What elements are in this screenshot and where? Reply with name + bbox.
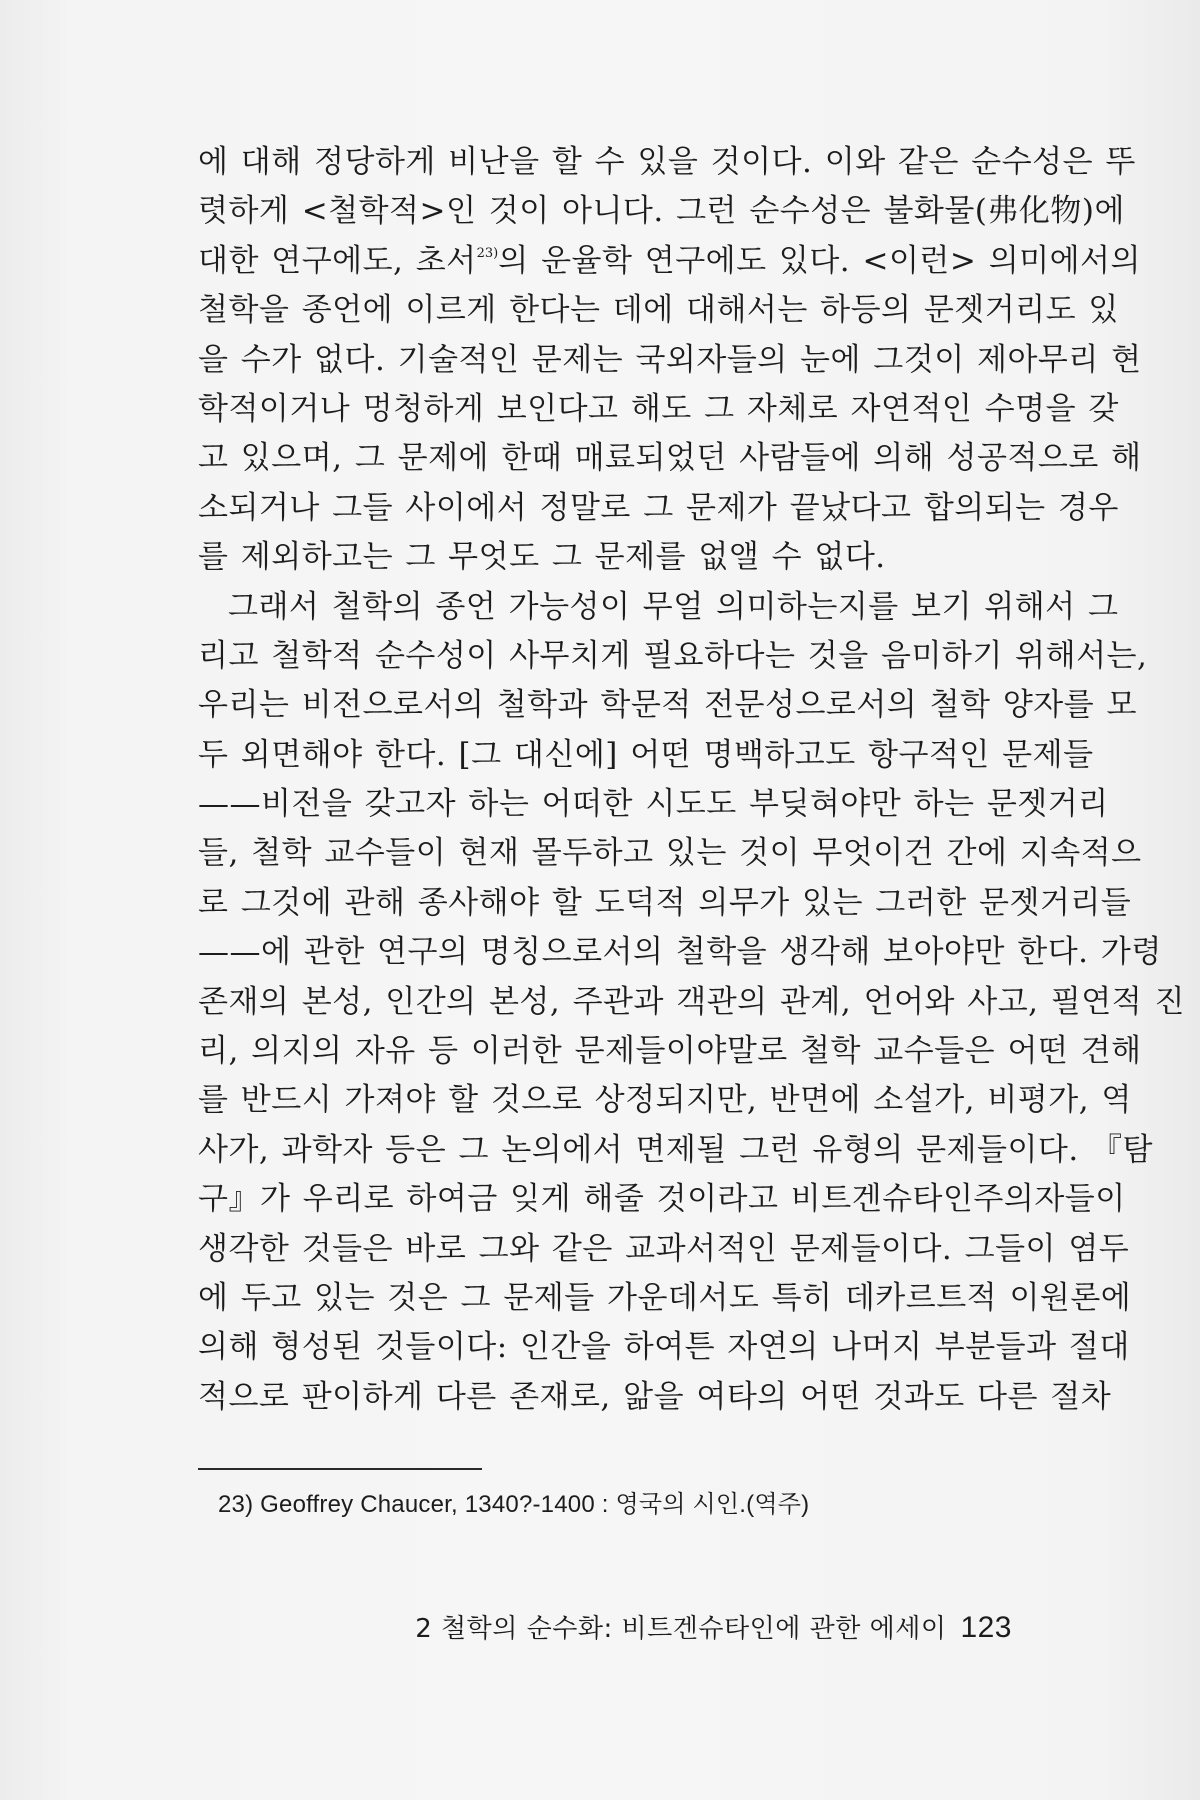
footnote: 23) Geoffrey Chaucer, 1340?-1400 : 영국의 시인.(역주) — [218, 1491, 810, 1518]
text-line: 의해 형성된 것들이다: 인간을 하여튼 자연의 나머지 부분들과 절대 — [198, 1329, 1130, 1366]
text-line: 로 그것에 관해 종사해야 할 도덕적 의무가 있는 그러한 문젯거리들 — [198, 884, 1132, 921]
running-title: 2 철학의 순수화: 비트겐슈타인에 관한 에세이 — [415, 1614, 947, 1644]
body-text — [198, 138, 1185, 1422]
text-line: 두 외면해야 한다. [그 대신에] 어떤 명백하고도 항구적인 문제들 — [198, 736, 1094, 773]
text-line: 철학을 종언에 이르게 한다는 데에 대해서는 하등의 문젯거리도 있 — [198, 292, 1119, 329]
running-footer — [415, 1608, 1012, 1649]
text-line: 렷하게 <철학적>인 것이 아니다. 그런 순수성은 불화물(弗化物)에 — [198, 193, 1125, 230]
text-line: 사가, 과학자 등은 그 논의에서 면제될 그런 유형의 문제들이다. 『탐 — [198, 1131, 1153, 1168]
text-line: 에 두고 있는 것은 그 문제들 가운데서도 특히 데카르트적 이원론에 — [198, 1279, 1132, 1316]
text-line: 존재의 본성, 인간의 본성, 주관과 객관의 관계, 언어와 사고, 필연적 진 — [198, 983, 1185, 1020]
text-line: 우리는 비전으로서의 철학과 학문적 전문성으로서의 철학 양자를 모 — [198, 687, 1137, 724]
paragraph-first-line: 그래서 철학의 종언 가능성이 무얼 의미하는지를 보기 위해서 그 — [228, 588, 1119, 625]
text-fragment: 의 운율학 연구에도 있다. <이런> 의미에서의 — [498, 242, 1141, 279]
text-line — [198, 237, 1141, 286]
text-line: 생각한 것들은 바로 그와 같은 교과서적인 문제들이다. 그들이 염두 — [198, 1230, 1130, 1267]
footnote-reference[interactable]: 23) — [476, 245, 499, 261]
text-line: 고 있으며, 그 문제에 한때 매료되었던 사람들에 의해 성공적으로 해 — [198, 440, 1142, 477]
text-line: 학적이거나 멍청하게 보인다고 해도 그 자체로 자연적인 수명을 갖 — [198, 390, 1119, 427]
text-line: 에 대해 정당하게 비난을 할 수 있을 것이다. 이와 같은 순수성은 뚜 — [198, 144, 1136, 180]
text-line: 을 수가 없다. 기술적인 문제는 국외자들의 눈에 그것이 제아무리 현 — [198, 341, 1142, 378]
text-line: 리, 의지의 자유 등 이러한 문제들이야말로 철학 교수들은 어떤 견해 — [198, 1033, 1142, 1070]
text-line: 를 제외하고는 그 무엇도 그 문제를 없앨 수 없다. — [198, 539, 886, 576]
text-fragment: 대한 연구에도, 초서 — [198, 242, 477, 279]
text-line: 를 반드시 가져야 할 것으로 상정되지만, 반면에 소설가, 비평가, 역 — [198, 1082, 1132, 1119]
text-line: 구』가 우리로 하여금 잊게 해줄 것이라고 비트겐슈타인주의자들이 — [198, 1181, 1126, 1218]
text-line: 적으로 판이하게 다른 존재로, 앎을 여타의 어떤 것과도 다른 절차 — [198, 1378, 1112, 1415]
text-line: ——비전을 갖고자 하는 어떠한 시도도 부딪혀야만 하는 문젯거리 — [198, 786, 1109, 823]
text-line: 소되거나 그들 사이에서 정말로 그 문제가 끝났다고 합의되는 경우 — [198, 489, 1119, 526]
footnote-divider — [198, 1468, 482, 1470]
text-line: 리고 철학적 순수성이 사무치게 필요하다는 것을 음미하기 위해서는, — [198, 637, 1148, 674]
text-line: 들, 철학 교수들이 현재 몰두하고 있는 것이 무엇이건 간에 지속적으 — [198, 835, 1142, 872]
text-line: ——에 관한 연구의 명칭으로서의 철학을 생각해 보아야만 한다. 가령 — [198, 934, 1162, 971]
page-number: 123 — [960, 1611, 1012, 1644]
